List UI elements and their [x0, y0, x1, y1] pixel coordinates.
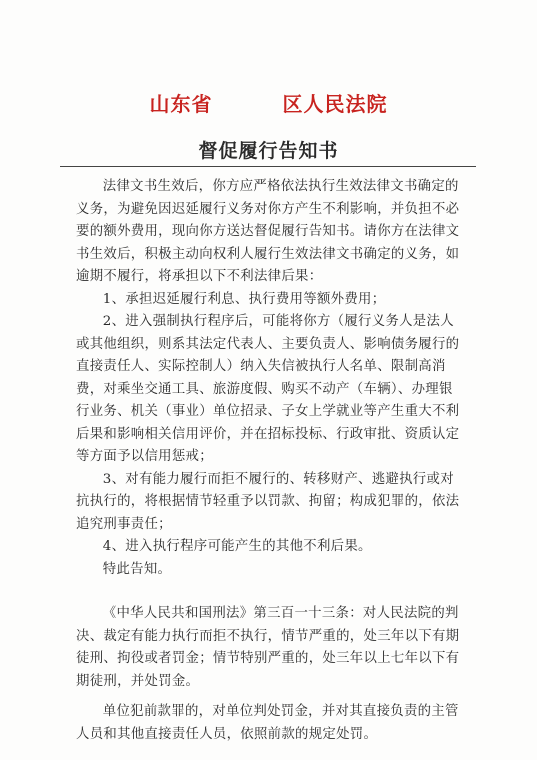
paragraph-closing: 特此告知。	[102, 561, 172, 577]
court-name-right: 区人民法院	[282, 92, 388, 116]
court-name-left: 山东省	[149, 92, 213, 116]
paragraph-law-quote-2: 单位犯前款罪的，对单位判处罚金，并对其直接负责的主管人员和其他直接责任人员，依照前款的规定处罚。	[76, 704, 459, 742]
document-body	[76, 176, 466, 746]
court-name-header	[0, 88, 537, 117]
paragraph-item-1: 1、承担迟延履行利息、执行费用等额外费用；	[102, 291, 386, 307]
paragraph-item-3: 3、对有能力履行而拒不履行的、转移财产、逃避执行或对抗执行的，将根据情节轻重予以罚款、拘留；构成犯罪的，依法追究刑事责任；	[76, 471, 460, 532]
paragraph-intro: 法律文书生效后，你方应严格依法执行生效法律文书确定的义务，为避免因迟延履行义务对你方产生不利影响，并负担不必要的额外费用，现向你方送达督促履行告知书。请你方在法律文书生效后，积极主动向权利人履行生效法律文书确定的义务，如逾期不履行，将承担以下不利法律后果：	[76, 179, 460, 284]
document-title: 督促履行告知书	[198, 140, 339, 162]
title-divider	[60, 166, 476, 167]
paragraph-item-2: 2、进入强制执行程序后，可能将你方（履行义务人是法人或其他组织，则系其法定代表人、主要负责人、影响债务履行的直接责任人、实际控制人）纳入失信被执行人名单、限制高消费，对乘坐交通工具、旅游度假、购买不动产（车辆）、办理银行业务、机关（事业）单位招录、子女上学就业等产生重大不利后果和影响相关信用评价，并在招标投标、行政审批、资质认定等方面予以信用惩戒；	[76, 314, 460, 464]
paragraph-item-4: 4、进入执行程序可能产生的其他不利后果。	[102, 539, 372, 554]
paragraph-law-quote: 《中华人民共和国刑法》第三百一十三条：对人民法院的判决、裁定有能力执行而拒不执行，情节严重的，处三年以下有期徒刑、拘役或者罚金；情节特别严重的，处三年以上七年以下有期徒刑，并处罚金。	[76, 606, 460, 689]
